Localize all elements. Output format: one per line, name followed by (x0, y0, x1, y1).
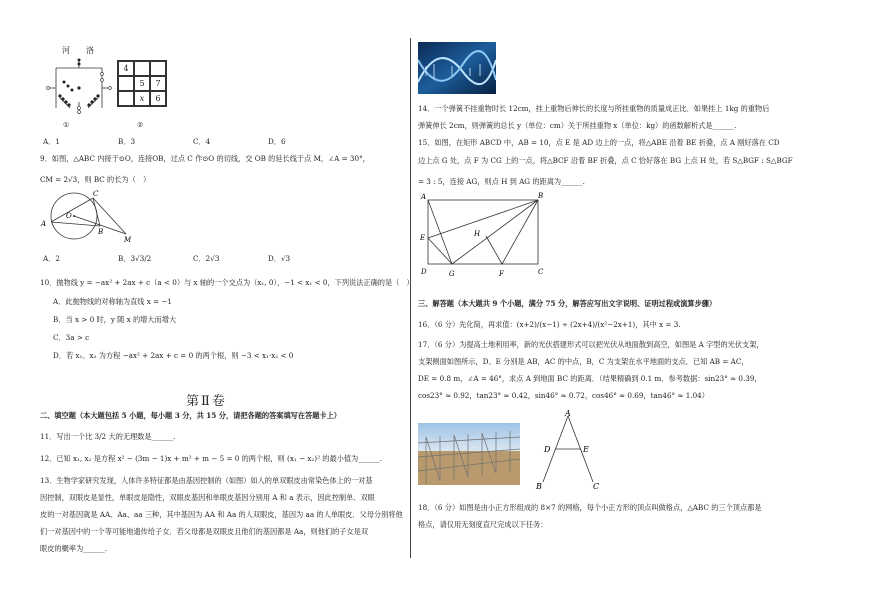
q17-label-b: B (536, 482, 542, 490)
q10-option-b: B．当 x > 0 时，y 随 x 的增大而增大 (53, 315, 177, 324)
solve-header: 三、解答题（本大题共 9 个小题，满分 75 分，解答应写出文字说明、证明过程或演算步骤） (418, 299, 717, 308)
section-title: 第Ⅱ卷 (186, 394, 227, 409)
q9-label-o: O (66, 212, 72, 220)
q9-text-line2: CM = 2√3，则 BC 的长为（ ） (40, 175, 151, 184)
q9-option-b: B．3√3/2 (118, 254, 152, 263)
fill-in-header: 二、填空题（本大题包括 5 小题，每小题 3 分，共 15 分，请把各题的答案填写在答题卡上） (40, 411, 341, 420)
q17-line: cos23° ≈ 0.92，tan23° ≈ 0.42，sin46° ≈ 0.72，cos46° ≈ 0.69，tan46° ≈ 1.04） (418, 391, 709, 400)
q13-line: 们一对基因中的一个等可能地遗传给子女．若父母都是双眼皮且他们的基因都是 Aa，则他们的子女是双 (40, 527, 369, 536)
q10-option-c: C．3a > c (53, 333, 90, 342)
column-divider (410, 38, 411, 558)
q8-option-b: B．3 (118, 137, 136, 146)
q13-line: 眼皮的概率为______. (40, 544, 107, 553)
q9-circle-figure (38, 190, 138, 242)
q10-text: 10．抛物线 y = −ax² + 2ax + c（a < 0）与 x 轴的一个交点为（x₁, 0），−1 < x₁ < 0，下列说法正确的是（ ） (40, 278, 414, 287)
grid-cell: 6 (150, 91, 166, 106)
q15-rectangle-figure (418, 190, 548, 280)
q9-option-a: A．2 (43, 254, 60, 263)
q15-label-b: B (538, 192, 544, 200)
q16-text: 16．（6 分）先化简，再求值：(x+2)/(x−1) ÷ (2x+4)/(x²−2x+1)，其中 x = 3. (418, 320, 681, 329)
q17-line: 17．（6 分）为提高土地利用率，新的光伏搭建形式可以把光伏从地面散到高空，如图是 A 字型的光伏支架， (418, 340, 764, 349)
q9-label-c: C (93, 190, 99, 198)
q11-text: 11．写出一个比 3/2 大的无理数是______. (40, 432, 176, 441)
q9-text-line1: 9．如图，△ABC 内接于⊙O，连接OB，过点 C 作⊙O 的切线，交 OB 的延长线于点 M，∠A = 30°， (40, 154, 370, 163)
q9-option-d: D．√3 (268, 254, 291, 263)
grid-cell (118, 76, 134, 91)
q8-option-a: A．1 (43, 137, 60, 146)
q15-label-g: G (449, 270, 455, 278)
q17-line: DE = 0.8 m，∠A = 46°，求点 A 到地面 BC 的距离．（结果精确到 0.1 m．参考数据：sin23° ≈ 0.39， (418, 374, 762, 383)
hetu-label: 河 (62, 46, 70, 55)
q10-option-a: A．此抛物线的对称轴为直线 x = −1 (53, 297, 172, 306)
luoshu-grid (117, 60, 167, 107)
grid-cell: 7 (150, 76, 166, 91)
q17-label-a: A (565, 410, 571, 418)
q14-line: 14．一个弹簧不挂重物时长 12cm，挂上重物后伸长的长度与所挂重物的质量成正比．如果挂上 1kg 的重物后 (418, 104, 770, 113)
q15-label-d: D (421, 268, 427, 276)
grid-cell: x (134, 91, 150, 106)
q15-line: 边上点 G 处，点 F 为 CG 上的一点，将△BCF 沿着 BF 折叠，点 C 恰好落在 BG 上点 H 处，若 S△BGF : S△BGF (418, 156, 793, 165)
q15-label-e: E (420, 234, 426, 242)
q15-label-c: C (538, 268, 544, 276)
q10-option-d: D．若 x₁、x₂ 为方程 −ax² + 2ax + c = 0 的两个根，则 −3 < x₁·x₂ < 0 (53, 351, 294, 360)
q17-label-c: C (593, 482, 600, 490)
q17-a-frame-figure (535, 410, 605, 490)
q17-label-e: E (583, 445, 589, 454)
q8-option-d: D．6 (268, 137, 286, 146)
grid-cell (118, 91, 134, 106)
q17-line: 支架侧面如图所示，D、E 分别是 AB，AC 的中点，B，C 为支架在水平地面的支点．已知 AB = AC， (418, 357, 749, 366)
fig2-label: ② (137, 120, 144, 129)
q9-option-c: C．2√3 (193, 254, 220, 263)
q15-label-a: A (421, 193, 427, 201)
q9-label-m: M (124, 236, 132, 242)
q15-label-h: H (474, 230, 481, 238)
q13-line: 13．生物学家研究发现，人体许多特征都是由基因控制的（如图）如人的单双眼皮由常染色体上的一对基 (40, 476, 373, 485)
grid-cell: 5 (134, 76, 150, 91)
q15-line: = 3 : 5，连接 AG，则点 H 到 AG 的距离为______. (418, 177, 585, 186)
fig1-label: ① (63, 120, 70, 129)
q14-line: 弹簧伸长 2cm，则弹簧的总长 y（单位：cm）关于所挂重物 x（单位：kg）的函数解析式是______. (418, 121, 737, 130)
q18-line: 18．（6 分）如图是由小正方形组成的 8×7 的网格，每个小正方形的顶点叫做格点，△ABC 的三个顶点都是 (418, 503, 762, 512)
q15-line: 15．如图，在矩形 ABCD 中，AB = 10，点 E 是 AD 边上的一点，将△ABE 沿着 BE 折叠，点 A 刚好落在 CD (418, 138, 780, 147)
q13-line: 皮的一对基因就是 AA、Aa、aa 三种，其中基因为 AA 和 Aa 的人双眼皮，基因为 aa 的人单眼皮．父母分别将他 (40, 510, 403, 519)
grid-cell: 4 (118, 61, 134, 76)
q9-label-b: B (98, 228, 104, 236)
luoshu-dot-diagram (44, 56, 114, 120)
q17-label-d: D (544, 445, 551, 454)
q8-option-c: C．4 (193, 137, 211, 146)
q9-label-a: A (41, 220, 47, 228)
q15-label-f: F (499, 270, 504, 278)
q18-line: 格点，请仅用无刻度直尺完成以下任务： (418, 520, 548, 529)
dna-photo (418, 42, 496, 94)
grid-cell (134, 61, 150, 76)
q12-text: 12．已知 x₁, x₂ 是方程 x² − (3m − 1)x + m² + m − 5 = 0 的两个根，则 (x₁ − x₂)² 的最小值为______. (40, 454, 383, 463)
q13-line: 因控制，双眼皮是显性，单眼皮是隐性，双眼皮基因和单眼皮基因分别用 A 和 a 表示，因此控制单、双眼 (40, 493, 375, 502)
solar-bracket-photo (418, 423, 520, 485)
luoshu-label: 洛 (86, 46, 94, 55)
grid-cell (150, 61, 166, 76)
